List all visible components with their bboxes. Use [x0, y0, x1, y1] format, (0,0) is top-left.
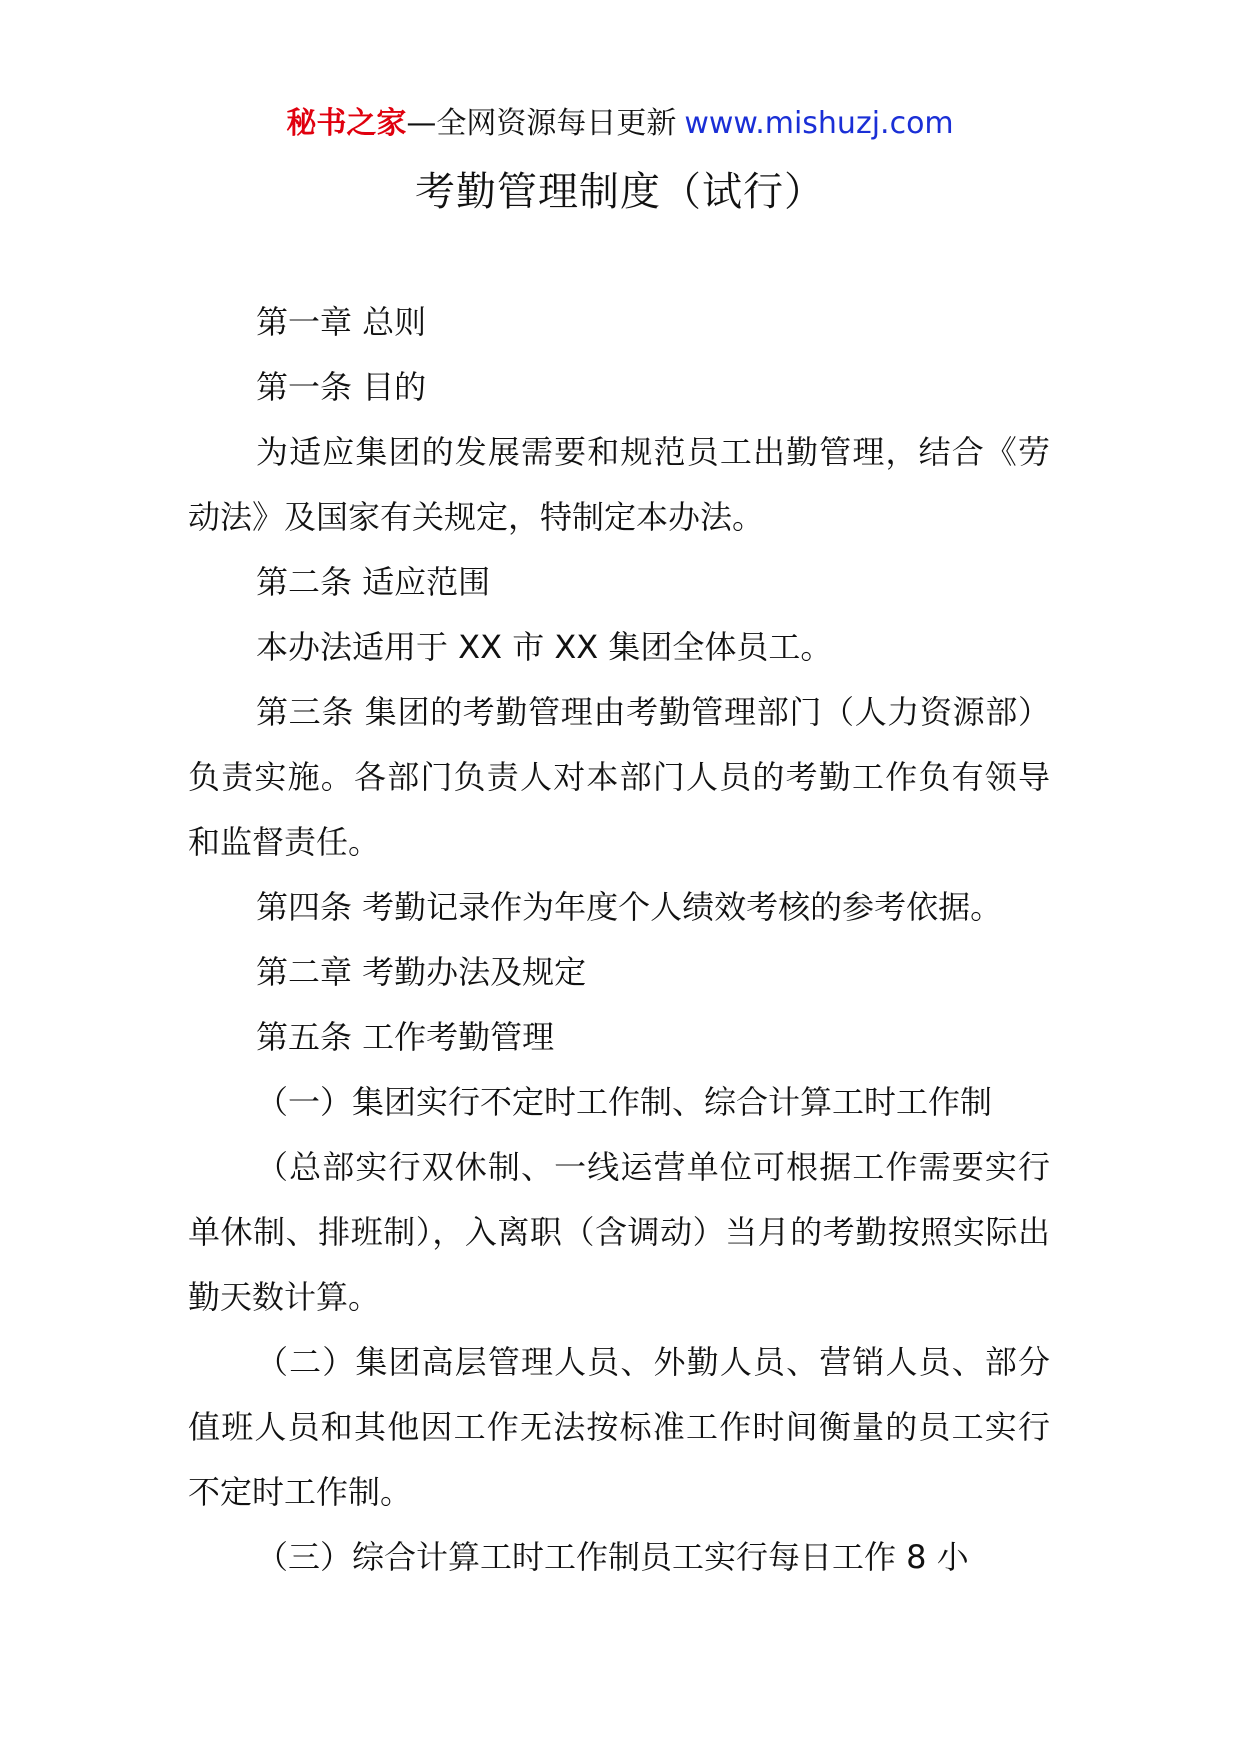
article-heading: 第二条 适应范围 — [256, 563, 491, 601]
paragraph: （三）综合计算工时工作制员工实行每日工作 8 小 — [256, 1538, 969, 1576]
paragraph: 本办法适用于 XX 市 XX 集团全体员工。 — [256, 628, 833, 666]
chapter-heading: 第二章 考勤办法及规定 — [256, 953, 587, 991]
document-body — [188, 290, 1050, 1590]
brand-name: 秘书之家 — [286, 106, 407, 141]
paragraph: 第四条 考勤记录作为年度个人绩效考核的参考依据。 — [256, 888, 1003, 926]
header-tagline: —全网资源每日更新 — [406, 106, 677, 141]
paragraph: 第三条 集团的考勤管理由考勤管理部门（人力资源部）负责实施。各部门负责人对本部门人员的考勤工作负有领导和监督责任。 — [188, 693, 1050, 861]
paragraph: 为适应集团的发展需要和规范员工出勤管理，结合《劳动法》及国家有关规定，特制定本办法。 — [188, 433, 1050, 536]
paragraph: （二）集团高层管理人员、外勤人员、营销人员、部分值班人员和其他因工作无法按标准工作时间衡量的员工实行不定时工作制。 — [188, 1343, 1050, 1511]
site-url-link[interactable]: www.mishuzj.com — [684, 106, 954, 141]
article-heading: 第五条 工作考勤管理 — [256, 1018, 555, 1056]
document-title: 考勤管理制度（试行） — [415, 169, 825, 215]
chapter-heading: 第一章 总则 — [256, 303, 427, 341]
article-heading: 第一条 目的 — [256, 368, 427, 406]
paragraph: （总部实行双休制、一线运营单位可根据工作需要实行单休制、排班制），入离职（含调动）当月的考勤按照实际出勤天数计算。 — [188, 1148, 1050, 1316]
paragraph: （一）集团实行不定时工作制、综合计算工时工作制 — [256, 1083, 993, 1121]
header-banner — [0, 104, 1240, 144]
